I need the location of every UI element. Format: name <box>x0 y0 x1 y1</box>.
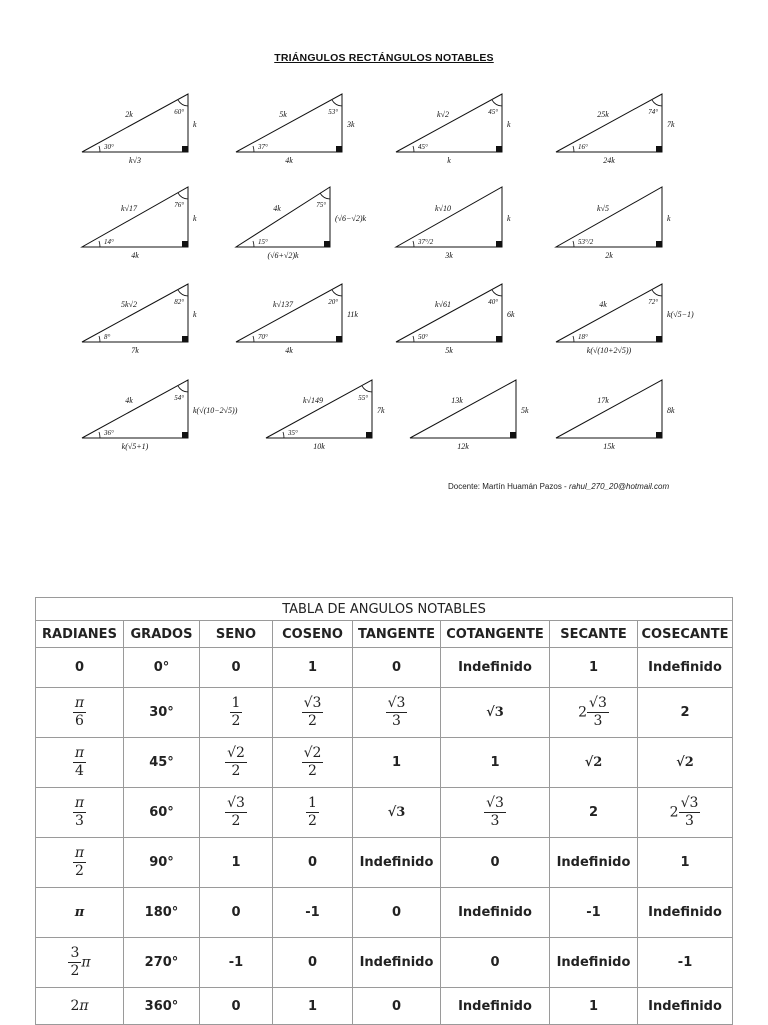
rad-den: 2 <box>75 863 84 879</box>
angle-top-label: 45° <box>488 108 498 116</box>
hypotenuse-label: 2k <box>125 110 133 119</box>
cell-deg: 360° <box>124 988 200 1025</box>
angle-bottom-label: 37° <box>258 143 268 151</box>
angle-arc-bottom <box>99 432 100 438</box>
triangle-outline <box>236 187 330 247</box>
triangle-t17 <box>556 380 675 451</box>
angle-top-label: 74° <box>648 108 658 116</box>
triangle-outline <box>82 284 188 342</box>
triangle-t15 <box>236 187 367 260</box>
triangle-t50 <box>396 284 515 355</box>
credit-email: rahul_270_20@hotmail.com <box>568 482 670 491</box>
cell-cos: 0 <box>273 938 353 988</box>
angle-arc-top <box>320 193 330 199</box>
angle-arc-top <box>652 100 662 106</box>
cell-csc <box>638 788 733 838</box>
angle-arc-top <box>178 290 188 296</box>
hypotenuse-label: k√2 <box>437 110 449 119</box>
right-angle-mark <box>656 146 662 152</box>
cot-den: 3 <box>490 813 500 829</box>
base-label: k√3 <box>129 156 141 165</box>
base-label: 12k <box>457 442 469 451</box>
side-label: k <box>193 214 197 223</box>
cell-tan: 0 <box>353 888 441 938</box>
cell-cot: Indefinido <box>441 648 550 688</box>
triangle-outline <box>396 187 502 247</box>
right-angle-mark <box>510 432 516 438</box>
angle-arc-top <box>332 290 342 296</box>
base-label: 5k <box>445 346 453 355</box>
angle-arc-top <box>178 193 188 199</box>
cell-tan: 0 <box>353 648 441 688</box>
triangle-outline <box>556 187 662 247</box>
triangle-t18 <box>556 284 694 355</box>
triangle-t70 <box>236 284 358 355</box>
rad-num: 3 <box>70 945 80 961</box>
side-label: 6k <box>507 310 515 319</box>
base-label: k(√5+1) <box>121 442 149 451</box>
cell-deg: 90° <box>124 838 200 888</box>
base-label: 10k <box>313 442 325 451</box>
angle-arc-bottom <box>413 146 414 152</box>
table-row <box>36 738 733 788</box>
cell-tan: 0 <box>353 988 441 1025</box>
angle-arc-bottom <box>99 146 100 152</box>
cell-rad <box>36 938 124 988</box>
cell-sec: Indefinido <box>550 838 638 888</box>
angle-bottom-label: 15° <box>258 238 268 246</box>
triangle-outline <box>410 380 516 438</box>
csc-den: 3 <box>685 813 694 829</box>
cos-num: 1 <box>308 795 317 811</box>
cell-csc: 2 <box>638 688 733 738</box>
hypotenuse-label: k√137 <box>273 300 293 309</box>
cell-sec <box>550 688 638 738</box>
right-angle-mark <box>366 432 372 438</box>
table-row <box>36 688 733 738</box>
base-label: k <box>447 156 451 165</box>
base-label: 24k <box>603 156 615 165</box>
angle-bottom-label: 35° <box>288 429 298 437</box>
cot-num: √3 <box>486 795 504 811</box>
cell-rad <box>36 688 124 738</box>
triangle-outline <box>266 380 372 438</box>
hypotenuse-label: 17k <box>597 396 609 405</box>
cell-cot: Indefinido <box>441 888 550 938</box>
cos-num: √3 <box>303 695 322 711</box>
right-angle-mark <box>336 146 342 152</box>
table-caption: TABLA DE ANGULOS NOTABLES <box>36 598 733 621</box>
csc-num: √3 <box>680 795 699 811</box>
triangle-t45 <box>396 94 511 165</box>
header-coseno: COSENO <box>273 621 353 648</box>
base-label: k(√(10+2√5)) <box>586 346 632 355</box>
right-angle-mark <box>656 336 662 342</box>
hypotenuse-label: 13k <box>451 396 463 405</box>
right-angle-mark <box>656 432 662 438</box>
right-angle-mark <box>336 336 342 342</box>
hypotenuse-label: k√149 <box>303 396 323 405</box>
angle-top-label: 40° <box>488 298 498 306</box>
side-label: 11k <box>347 310 358 319</box>
angle-arc-top <box>492 100 502 106</box>
angle-top-label: 60° <box>174 108 184 116</box>
sec-den: 3 <box>593 713 603 729</box>
side-label: 5k <box>521 406 529 415</box>
cell-tan: √3 <box>353 788 441 838</box>
cell-cot: 0 <box>441 838 550 888</box>
cell-cos: 1 <box>273 988 353 1025</box>
cell-sin: 1 <box>200 838 273 888</box>
credit-teacher: Docente: Martín Huamán Pazos - <box>448 482 569 491</box>
angle-arc-bottom <box>413 336 414 342</box>
base-label: (√6+√2)k <box>267 251 299 260</box>
angle-arc-bottom <box>573 146 574 152</box>
angle-bottom-label: 70° <box>258 333 268 341</box>
sin-num: √2 <box>227 745 245 761</box>
angle-bottom-label: 45° <box>418 143 428 151</box>
angle-top-label: 75° <box>316 201 326 209</box>
triangle-outline <box>236 94 342 152</box>
cell-deg: 60° <box>124 788 200 838</box>
sin-den: 2 <box>231 763 241 779</box>
angles-table <box>35 597 733 1025</box>
cell-rad: 0 <box>36 648 124 688</box>
cell-csc: Indefinido <box>638 648 733 688</box>
cell-rad <box>36 788 124 838</box>
angle-top-label: 54° <box>174 394 184 402</box>
rad-coef: 2 <box>70 998 80 1014</box>
angle-top-label: 20° <box>328 298 338 306</box>
cell-csc: Indefinido <box>638 888 733 938</box>
header-seno: SENO <box>200 621 273 648</box>
cell-sin: 0 <box>200 648 273 688</box>
base-label: 2k <box>605 251 613 260</box>
angle-arc-top <box>492 290 502 296</box>
cos-den: 2 <box>308 713 317 729</box>
side-label: k <box>507 120 511 129</box>
base-label: 4k <box>131 251 139 260</box>
cell-sec: Indefinido <box>550 938 638 988</box>
angle-top-label: 53° <box>328 108 338 116</box>
hypotenuse-label: 4k <box>125 396 133 405</box>
triangle-t26_5 <box>556 187 671 260</box>
angle-top-label: 82° <box>174 298 184 306</box>
header-radianes: RADIANES <box>36 621 124 648</box>
cell-cos <box>273 738 353 788</box>
side-label: k <box>507 214 511 223</box>
triangle-outline <box>82 187 188 247</box>
angle-bottom-label: 14° <box>104 238 114 246</box>
page-title: TRIÁNGULOS RECTÁNGULOS NOTABLES <box>274 52 494 64</box>
right-angle-mark <box>496 336 502 342</box>
sec-num: √3 <box>589 695 607 711</box>
hypotenuse-label: 25k <box>597 110 609 119</box>
right-angle-mark <box>656 241 662 247</box>
triangle-t14 <box>82 187 197 260</box>
sin-den: 2 <box>231 813 241 829</box>
angle-arc-bottom <box>253 146 254 152</box>
triangle-t36 <box>82 380 238 451</box>
cell-rad <box>36 988 124 1025</box>
cell-cos: 0 <box>273 838 353 888</box>
side-label: (√6−√2)k <box>335 214 367 223</box>
cell-sec: 1 <box>550 648 638 688</box>
triangle-outline <box>556 94 662 152</box>
cell-sec: -1 <box>550 888 638 938</box>
triangle-t30 <box>82 94 197 165</box>
base-label: 7k <box>131 346 139 355</box>
hypotenuse-label: k√10 <box>435 204 451 213</box>
angle-arc-top <box>332 100 342 106</box>
cell-csc: Indefinido <box>638 988 733 1025</box>
angle-top-label: 55° <box>358 394 368 402</box>
base-label: 3k <box>445 251 453 260</box>
angle-bottom-label: 8° <box>104 333 111 341</box>
header-cosecante: COSECANTE <box>638 621 733 648</box>
angle-arc-bottom <box>253 241 254 247</box>
cell-cot: 0 <box>441 938 550 988</box>
cell-rad: π <box>36 888 124 938</box>
side-label: k <box>667 214 671 223</box>
csc-coef: 2 <box>669 804 679 821</box>
cell-cos: 1 <box>273 648 353 688</box>
angle-arc-bottom <box>283 432 284 438</box>
tan-den: 3 <box>392 713 401 729</box>
sec-coef: 2 <box>578 704 588 721</box>
angle-arc-bottom <box>253 336 254 342</box>
right-angle-mark <box>496 146 502 152</box>
cell-deg: 45° <box>124 738 200 788</box>
side-label: k(√(10−2√5)) <box>193 406 238 415</box>
table-row <box>36 788 733 838</box>
cell-cot <box>441 788 550 838</box>
cell-csc: -1 <box>638 938 733 988</box>
angle-top-label: 76° <box>174 201 184 209</box>
cell-deg: 0° <box>124 648 200 688</box>
cell-rad <box>36 738 124 788</box>
angle-bottom-label: 37°/2 <box>418 238 434 246</box>
cell-tan: 1 <box>353 738 441 788</box>
right-angle-mark <box>324 241 330 247</box>
cell-cot: Indefinido <box>441 988 550 1025</box>
triangle-outline <box>396 94 502 152</box>
angle-bottom-label: 16° <box>578 143 588 151</box>
triangle-outline <box>396 284 502 342</box>
triangle-t35 <box>266 380 385 451</box>
cell-tan <box>353 688 441 738</box>
cell-deg: 30° <box>124 688 200 738</box>
cell-tan: Indefinido <box>353 938 441 988</box>
rad-den: 2 <box>70 963 80 979</box>
header-grados: GRADOS <box>124 621 200 648</box>
side-label: 7k <box>667 120 675 129</box>
right-angle-mark <box>182 336 188 342</box>
angle-arc-top <box>178 100 188 106</box>
side-label: k <box>193 310 197 319</box>
hypotenuse-label: 5k√2 <box>121 300 137 309</box>
rad-pi: π <box>81 954 91 971</box>
angle-bottom-label: 18° <box>578 333 588 341</box>
cell-csc: √2 <box>638 738 733 788</box>
sin-num: √3 <box>227 795 245 811</box>
right-angle-mark <box>182 146 188 152</box>
cos-den: 2 <box>308 813 317 829</box>
triangle-t18_5 <box>396 187 511 260</box>
cell-cot: √3 <box>441 688 550 738</box>
triangles-figure <box>0 0 768 480</box>
cell-sin <box>200 738 273 788</box>
cell-sec: 2 <box>550 788 638 838</box>
cell-rad <box>36 838 124 888</box>
cos-den: 2 <box>308 763 317 779</box>
angle-arc-bottom <box>413 241 414 247</box>
cell-sec: √2 <box>550 738 638 788</box>
table-row <box>36 648 733 688</box>
cos-num: √2 <box>303 745 322 761</box>
cell-sin: -1 <box>200 938 273 988</box>
table-row <box>36 838 733 888</box>
triangle-outline <box>556 380 662 438</box>
triangle-t13 <box>410 380 529 451</box>
rad-num: π <box>74 845 85 861</box>
triangle-outline <box>82 380 188 438</box>
triangle-t16 <box>556 94 675 165</box>
header-tangente: TANGENTE <box>353 621 441 648</box>
sin-den: 2 <box>231 713 241 729</box>
triangle-outline <box>82 94 188 152</box>
header-secante: SECANTE <box>550 621 638 648</box>
triangle-t8 <box>82 284 197 355</box>
angle-bottom-label: 30° <box>104 143 114 151</box>
angle-arc-bottom <box>99 336 100 342</box>
credit-line <box>448 482 669 491</box>
angle-arc-bottom <box>99 241 100 247</box>
header-cotangente: COTANGENTE <box>441 621 550 648</box>
hypotenuse-label: 4k <box>599 300 607 309</box>
angle-bottom-label: 36° <box>104 429 114 437</box>
cell-sin: 0 <box>200 888 273 938</box>
rad-pi: π <box>79 998 89 1014</box>
cell-sin <box>200 688 273 738</box>
cell-csc: 1 <box>638 838 733 888</box>
rad-den: 4 <box>75 763 84 779</box>
cell-sec: 1 <box>550 988 638 1025</box>
table-row <box>36 988 733 1025</box>
angle-arc-bottom <box>573 241 574 247</box>
angle-bottom-label: 50° <box>418 333 428 341</box>
side-label: 3k <box>347 120 355 129</box>
base-label: 15k <box>603 442 615 451</box>
cell-deg: 270° <box>124 938 200 988</box>
rad-den: 6 <box>75 713 84 729</box>
table-row <box>36 888 733 938</box>
angle-arc-top <box>362 386 372 392</box>
side-label: k <box>193 120 197 129</box>
side-label: 8k <box>667 406 675 415</box>
base-label: 4k <box>285 156 293 165</box>
triangle-outline <box>236 284 342 342</box>
cell-sin <box>200 788 273 838</box>
hypotenuse-label: k√17 <box>121 204 137 213</box>
cell-cos <box>273 688 353 738</box>
cell-deg: 180° <box>124 888 200 938</box>
cell-sin: 0 <box>200 988 273 1025</box>
angle-bottom-label: 53°/2 <box>578 238 594 246</box>
side-label: k(√5−1) <box>667 310 694 319</box>
tan-num: √3 <box>387 695 406 711</box>
rad-den: 3 <box>75 813 84 829</box>
right-angle-mark <box>182 241 188 247</box>
right-angle-mark <box>496 241 502 247</box>
hypotenuse-label: 4k <box>273 204 281 213</box>
right-angle-mark <box>182 432 188 438</box>
triangle-outline <box>556 284 662 342</box>
angle-arc-top <box>652 290 662 296</box>
triangle-t37 <box>236 94 355 165</box>
side-label: 7k <box>377 406 385 415</box>
cell-cos: -1 <box>273 888 353 938</box>
cell-cot: 1 <box>441 738 550 788</box>
table-row <box>36 938 733 988</box>
cell-tan: Indefinido <box>353 838 441 888</box>
angle-arc-top <box>178 386 188 392</box>
rad-num: π <box>74 695 85 711</box>
angle-top-label: 72° <box>648 298 658 306</box>
cell-cos <box>273 788 353 838</box>
hypotenuse-label: k√61 <box>435 300 451 309</box>
base-label: 4k <box>285 346 293 355</box>
rad-num: π <box>74 795 85 811</box>
angle-arc-bottom <box>573 336 574 342</box>
rad-num: π <box>74 745 85 761</box>
sin-num: 1 <box>231 695 241 711</box>
hypotenuse-label: k√5 <box>597 204 609 213</box>
hypotenuse-label: 5k <box>279 110 287 119</box>
